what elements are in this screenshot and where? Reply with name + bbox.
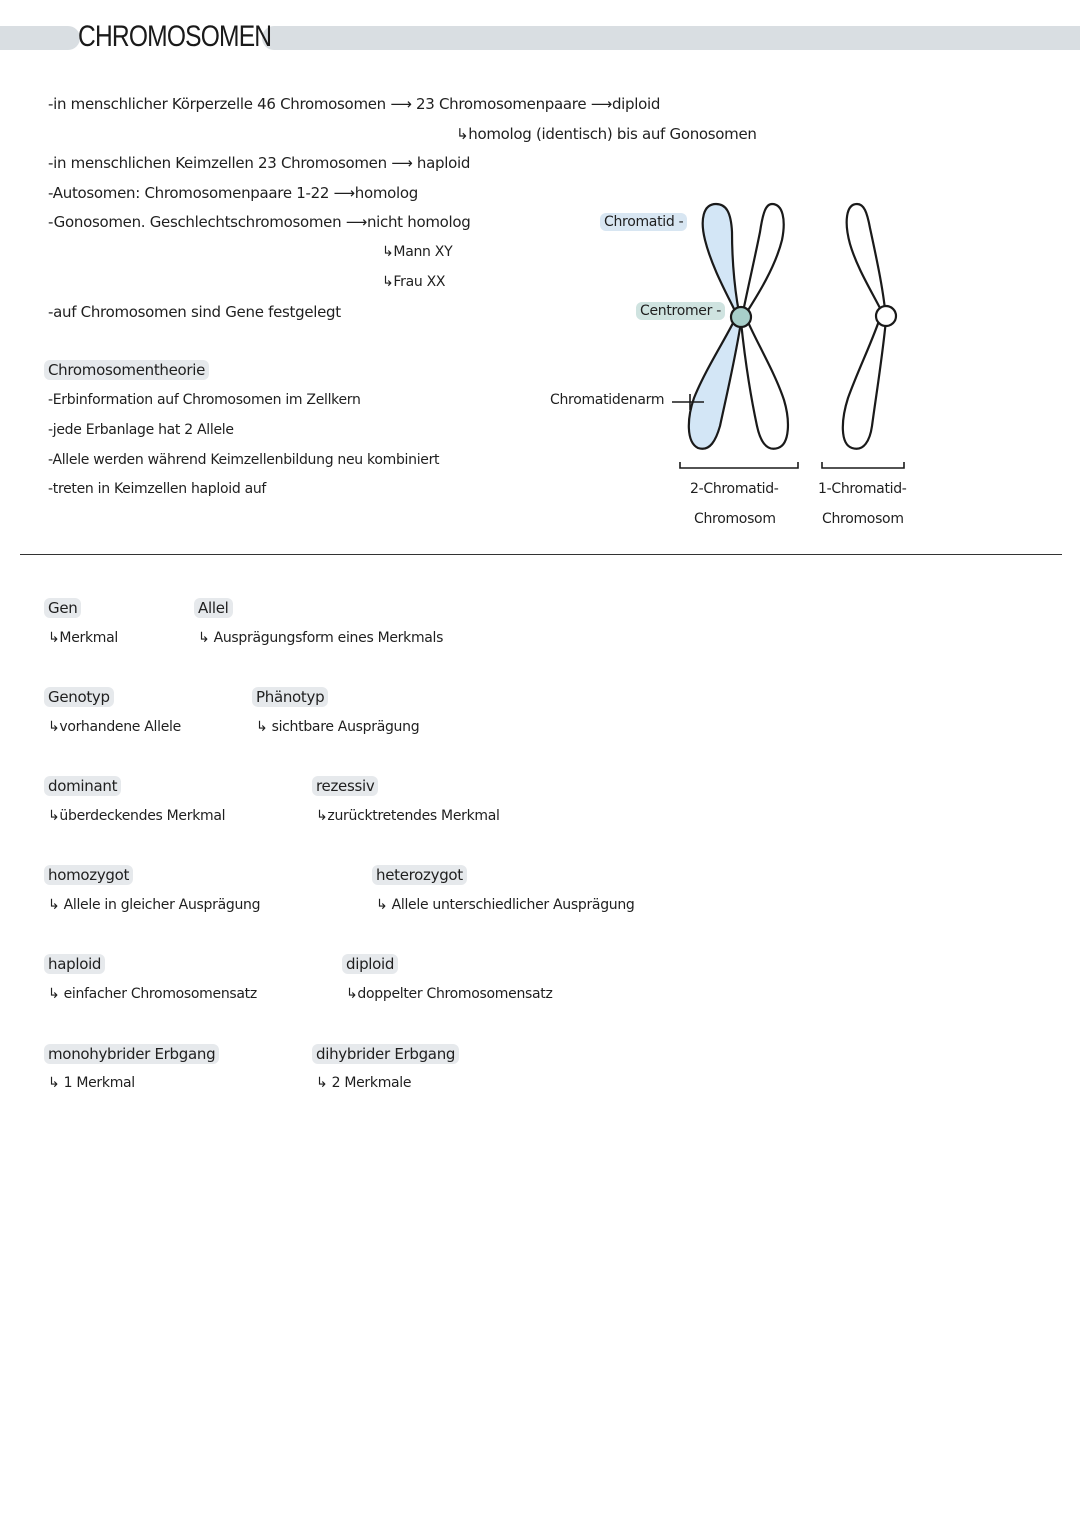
intro-line-1: -in menschlicher Körperzelle 46 Chromosomen ⟶ 23 Chromosomenpaare ⟶diploid [48, 95, 661, 113]
term-rezessiv-desc: ↳zurücktretendes Merkmal [316, 808, 500, 824]
centromer-circle [731, 307, 751, 327]
one-chromatid-chromosome [843, 204, 896, 449]
two-chromatid-chromosome [689, 204, 788, 449]
chromatid-right [741, 204, 788, 449]
intro-line-6: ↳Mann XY [382, 244, 453, 260]
term-homozygot-desc: ↳ Allele in gleicher Ausprägung [48, 897, 261, 913]
intro-line-2: ↳homolog (identisch) bis auf Gonosomen [456, 125, 757, 143]
single-centromer-circle [876, 306, 896, 326]
term-gen-desc: ↳Merkmal [48, 630, 118, 646]
term-genotyp: Genotyp [48, 688, 114, 706]
chromatid-left [689, 204, 741, 449]
term-genotyp-desc: ↳vorhandene Allele [48, 719, 181, 735]
term-dihybrid-desc: ↳ 2 Merkmale [316, 1075, 412, 1091]
intro-line-8: -auf Chromosomen sind Gene festgelegt [48, 303, 341, 321]
term-phaenotyp: Phänotyp [256, 688, 328, 706]
theory-item-1: -Erbinformation auf Chromosomen im Zellkern [48, 392, 361, 408]
label-centromer: Centromer - [636, 303, 725, 319]
bracket-two-chromatid [680, 462, 798, 468]
term-haploid: haploid [48, 955, 105, 973]
intro-line-4: -Autosomen: Chromosomenpaare 1-22 ⟶homolog [48, 184, 418, 202]
label-one-chromatid-1: 1-Chromatid- [818, 481, 907, 497]
page-title: CHROMOSOMEN [78, 20, 272, 53]
label-two-chromatid-2: Chromosom [694, 511, 776, 527]
bracket-one-chromatid [822, 462, 904, 468]
term-dominant-desc: ↳überdeckendes Merkmal [48, 808, 226, 824]
theory-item-3: -Allele werden während Keimzellenbildung neu kombiniert [48, 452, 440, 468]
theory-item-4: -treten in Keimzellen haploid auf [48, 481, 267, 497]
term-dominant: dominant [48, 777, 121, 795]
term-diploid-desc: ↳doppelter Chromosomensatz [346, 986, 553, 1002]
theory-item-2: -jede Erbanlage hat 2 Allele [48, 422, 234, 438]
intro-line-7: ↳Frau XX [382, 274, 446, 290]
term-diploid: diploid [346, 955, 398, 973]
term-homozygot: homozygot [48, 866, 133, 884]
section-divider [20, 554, 1062, 555]
term-gen: Gen [48, 599, 81, 617]
term-phaenotyp-desc: ↳ sichtbare Ausprägung [256, 719, 420, 735]
label-chromatidenarm: Chromatidenarm [550, 392, 665, 408]
term-allel: Allel [198, 599, 233, 617]
intro-line-5: -Gonosomen. Geschlechtschromosomen ⟶nicht homolog [48, 213, 471, 231]
term-haploid-desc: ↳ einfacher Chromosomensatz [48, 986, 257, 1002]
term-rezessiv: rezessiv [316, 777, 378, 795]
term-allel-desc: ↳ Ausprägungsform eines Merkmals [198, 630, 444, 646]
intro-line-3: -in menschlichen Keimzellen 23 Chromosomen ⟶ haploid [48, 154, 471, 172]
theory-heading: Chromosomentheorie [48, 361, 209, 379]
term-heterozygot: heterozygot [376, 866, 467, 884]
label-chromatid: Chromatid - [600, 214, 687, 230]
label-one-chromatid-2: Chromosom [822, 511, 904, 527]
term-monohybrid: monohybrider Erbgang [48, 1045, 219, 1063]
chromosome-diagram [0, 0, 1080, 560]
single-chromatid [843, 204, 886, 449]
label-two-chromatid-1: 2-Chromatid- [690, 481, 779, 497]
term-heterozygot-desc: ↳ Allele unterschiedlicher Ausprägung [376, 897, 635, 913]
term-monohybrid-desc: ↳ 1 Merkmal [48, 1075, 135, 1091]
term-dihybrid: dihybrider Erbgang [316, 1045, 459, 1063]
